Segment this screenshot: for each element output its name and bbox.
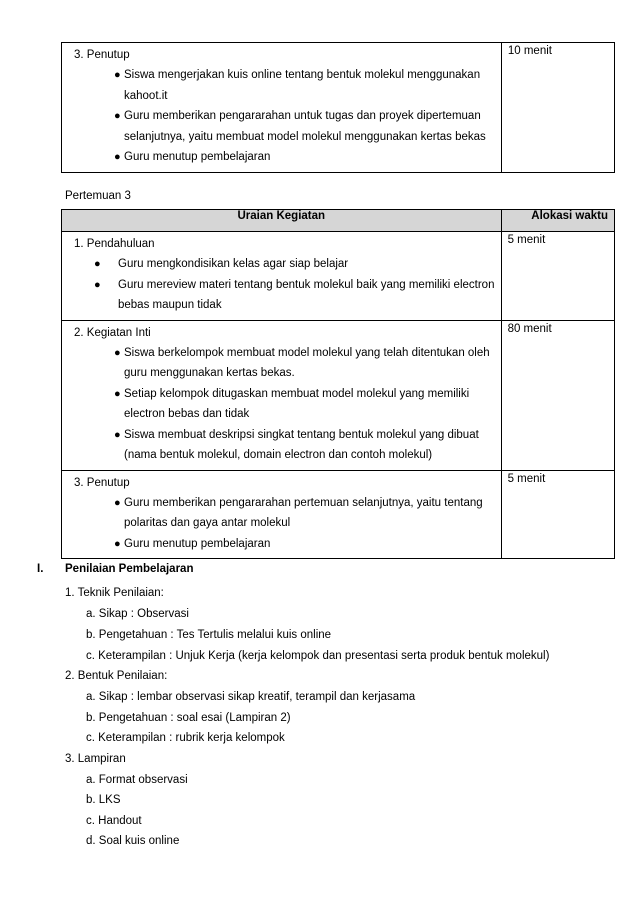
section-heading [37, 563, 193, 575]
time-allocation: 80 menit [501, 320, 614, 470]
activity-cell [62, 470, 502, 559]
subsection-heading: 3. Lampiran [65, 753, 126, 765]
list-item: ● Siswa berkelompok membuat model molekul yang telah ditentukan oleh guru menggunakan kertas bekas. [68, 343, 495, 384]
time-allocation: 5 menit [501, 470, 614, 559]
list-item: a. Sikap : Observasi [86, 608, 189, 620]
subsection-heading: 2. Bentuk Penilaian: [65, 670, 168, 682]
list-item: ● Guru memberikan pengararahan untuk tugas dan proyek dipertemuan selanjutnya, yaitu membuat model molekul menggunakan kertas bekas [68, 106, 495, 147]
activity-cell [62, 232, 502, 321]
bullet-icon: ● [94, 278, 101, 291]
bullet-list [68, 493, 495, 555]
header-activity: Uraian Kegiatan [62, 210, 502, 232]
list-item: ● Guru memberikan pengararahan pertemuan selanjutnya, yaitu tentang polaritas dan gaya antar molekul [68, 493, 495, 534]
activity-cell [62, 320, 502, 470]
list-item: c. Keterampilan : Unjuk Kerja (kerja kelompok dan presentasi serta produk bentuk molekul) [86, 650, 550, 662]
bullet-icon: ● [114, 537, 121, 550]
time-allocation: 5 menit [501, 232, 614, 321]
bullet-icon: ● [114, 496, 121, 509]
bullet-icon: ● [114, 387, 121, 400]
header-time: Alokasi waktu [501, 210, 614, 232]
list-item: b. LKS [86, 794, 121, 806]
list-item: ● Guru mengkondisikan kelas agar siap belajar [68, 254, 495, 275]
section-number: I. [37, 563, 44, 575]
bullet-icon: ● [114, 346, 121, 359]
bullet-icon: ● [114, 151, 121, 163]
meeting-label: Pertemuan 3 [65, 190, 131, 202]
bullet-icon: ● [114, 69, 121, 81]
list-item: a. Sikap : lembar observasi sikap kreatif, terampil dan kerjasama [86, 691, 416, 703]
bullet-icon: ● [114, 428, 121, 441]
activity-cell [62, 43, 502, 173]
section-title: 1. Pendahuluan [74, 238, 155, 250]
list-item: b. Pengetahuan : soal esai (Lampiran 2) [86, 712, 291, 724]
section-title: 2. Kegiatan Inti [74, 326, 151, 339]
list-item: d. Soal kuis online [86, 835, 180, 847]
time-allocation: 10 menit [501, 43, 614, 173]
list-item: ● Setiap kelompok ditugaskan membuat model molekul yang memiliki electron bebas dan tidak [68, 384, 495, 425]
list-item: c. Keterampilan : rubrik kerja kelompok [86, 732, 285, 744]
list-item: ● Guru mereview materi tentang bentuk molekul baik yang memiliki electron bebas maupun tidak [68, 275, 495, 316]
list-item: b. Pengetahuan : Tes Tertulis melalui kuis online [86, 629, 332, 641]
list-item: ● Siswa membuat deskripsi singkat tentang bentuk molekul yang dibuat (nama bentuk molekul, domain electron dan contoh molekul) [68, 425, 495, 466]
section-title: 3. Penutup [74, 476, 130, 489]
list-item: ● Guru menutup pembelajaran [68, 147, 495, 168]
list-item: c. Handout [86, 815, 142, 827]
lesson-table-continued [61, 42, 615, 173]
list-item: a. Format observasi [86, 774, 188, 786]
bullet-icon: ● [114, 110, 121, 122]
subsection-heading: 1. Teknik Penilaian: [65, 587, 164, 599]
bullet-icon: ● [94, 258, 101, 270]
bullet-list [68, 65, 495, 168]
section-title: Penilaian Pembelajaran [65, 563, 194, 575]
list-item: ● Siswa mengerjakan kuis online tentang bentuk molekul menggunakan kahoot.it [68, 65, 495, 106]
list-item: ● Guru menutup pembelajaran [68, 534, 495, 555]
section-title: 3. Penutup [74, 49, 130, 61]
bullet-list [68, 343, 495, 466]
lesson-table [61, 209, 615, 559]
bullet-list [68, 254, 495, 316]
